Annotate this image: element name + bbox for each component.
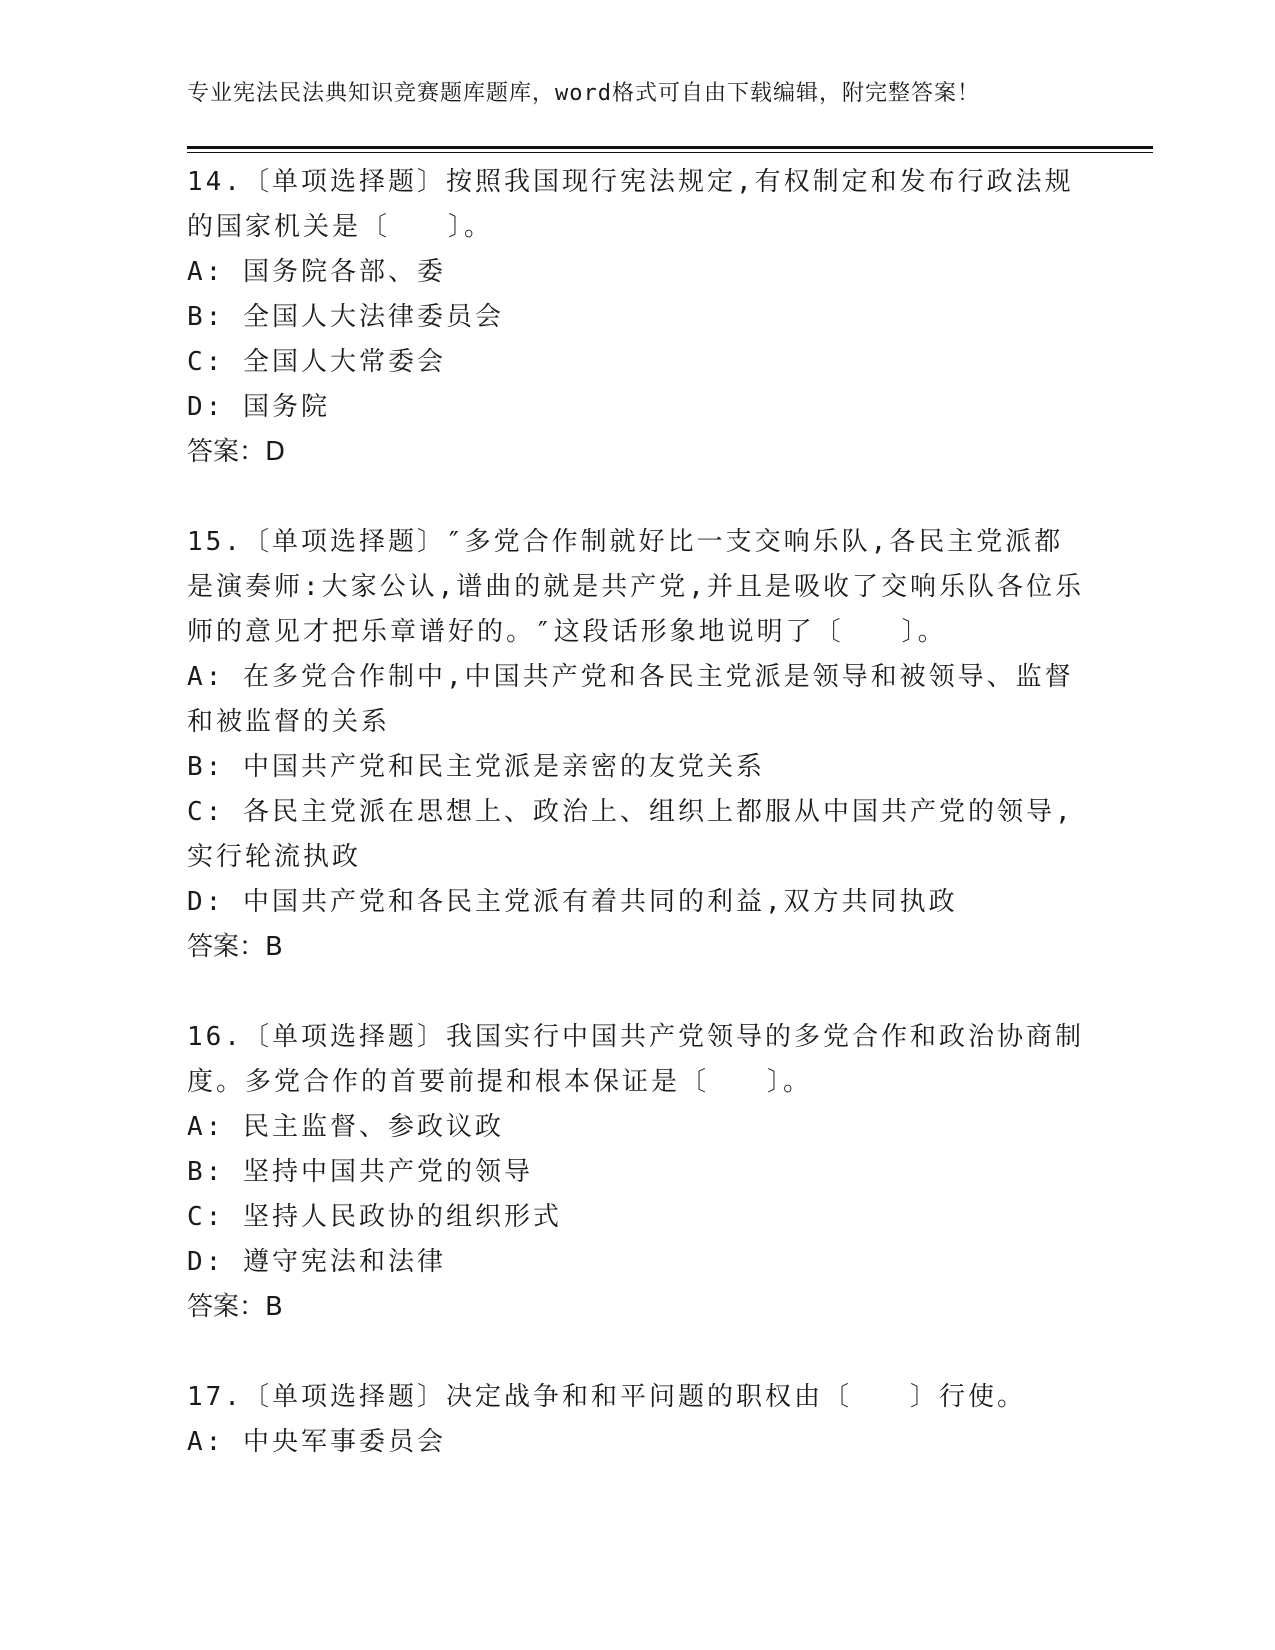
page-header: 专业宪法民法典知识竞赛题库题库，word格式可自由下载编辑，附完整答案！ <box>187 81 980 106</box>
answer-option: C: 坚持人民政协的组织形式 <box>187 1202 562 1232</box>
answer-key: 答案：B <box>187 1292 283 1322</box>
question-stem-line: 16.〔单项选择题〕我国实行中国共产党领导的多党合作和政治协商制 <box>187 1022 1084 1052</box>
question-block <box>187 160 1087 475</box>
answer-option: D: 遵守宪法和法律 <box>187 1247 446 1277</box>
answer-option: A: 民主监督、参政议政 <box>187 1112 504 1142</box>
question-spacer <box>187 1330 1087 1375</box>
answer-option: C: 各民主党派在思想上、政治上、组织上都服从中国共产党的领导, <box>187 797 1074 827</box>
answer-option: B: 全国人大法律委员会 <box>187 302 504 332</box>
question-block <box>187 520 1087 970</box>
answer-key: 答案：B <box>187 932 283 962</box>
answer-option: 实行轮流执政 <box>187 842 362 872</box>
answer-option: A: 国务院各部、委 <box>187 257 446 287</box>
question-stem-line: 是演奏师:大家公认,谱曲的就是共产党,并且是吸收了交响乐队各位乐 <box>187 572 1084 602</box>
answer-option: C: 全国人大常委会 <box>187 347 446 377</box>
answer-option: A: 中央军事委员会 <box>187 1427 446 1457</box>
answer-key: 答案：D <box>187 437 286 467</box>
question-spacer <box>187 970 1087 1015</box>
question-stem-line: 14.〔单项选择题〕按照我国现行宪法规定,有权制定和发布行政法规 <box>187 167 1074 197</box>
question-stem-line: 师的意见才把乐章谱好的。″这段话形象地说明了〔 〕。 <box>187 617 947 647</box>
question-spacer <box>187 475 1087 520</box>
answer-option: D: 中国共产党和各民主党派有着共同的利益,双方共同执政 <box>187 887 958 917</box>
answer-option: D: 国务院 <box>187 392 330 422</box>
question-stem-line: 度。多党合作的首要前提和根本保证是〔 〕。 <box>187 1067 813 1097</box>
question-block <box>187 1015 1087 1330</box>
question-stem-line: 17.〔单项选择题〕决定战争和和平问题的职权由〔 〕行使。 <box>187 1382 1026 1412</box>
header-rule-thick <box>187 146 1153 149</box>
answer-option: B: 坚持中国共产党的领导 <box>187 1157 533 1187</box>
question-list <box>187 160 1087 1465</box>
question-stem-line: 15.〔单项选择题〕″多党合作制就好比一支交响乐队,各民主党派都 <box>187 527 1064 557</box>
header-rule-thin <box>187 152 1153 153</box>
answer-option: A: 在多党合作制中,中国共产党和各民主党派是领导和被领导、监督 <box>187 662 1074 692</box>
answer-option: 和被监督的关系 <box>187 707 391 737</box>
question-stem-line: 的国家机关是〔 〕。 <box>187 212 494 242</box>
question-block <box>187 1375 1087 1465</box>
answer-option: B: 中国共产党和民主党派是亲密的友党关系 <box>187 752 765 782</box>
